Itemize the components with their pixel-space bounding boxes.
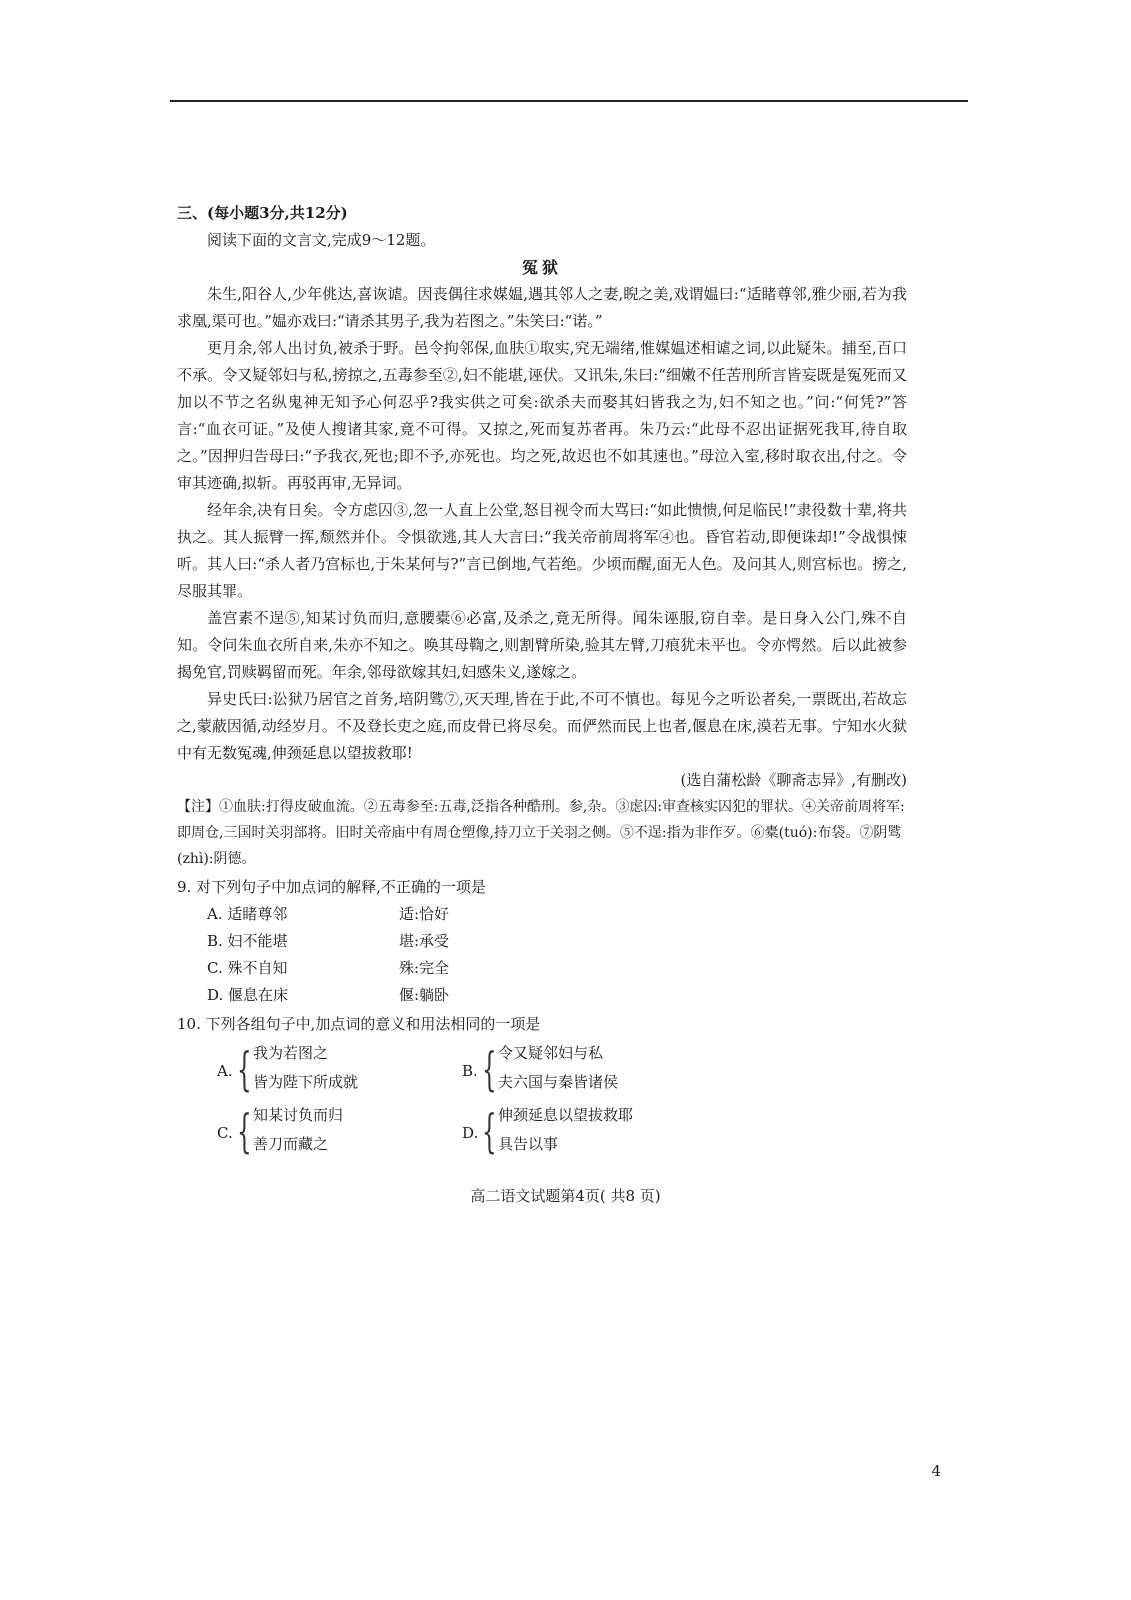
option-sentence: B. 妇不能堪 bbox=[207, 932, 288, 950]
question-9-option-c bbox=[177, 955, 907, 982]
page-number: 4 bbox=[931, 1462, 941, 1480]
option-label: D. bbox=[462, 1124, 479, 1142]
question-10-option-d bbox=[462, 1102, 762, 1164]
option-gloss: 堪:承受 bbox=[399, 932, 450, 950]
left-brace-icon: { bbox=[237, 1104, 252, 1158]
question-10-options bbox=[177, 1040, 907, 1168]
passage-paragraph-4: 盖宫素不逞⑤,知某讨负而归,意腰橐⑥必富,及杀之,竟无所得。闻朱诬服,窃自幸。是日身入公门,殊不自知。令问朱血衣所自来,朱亦不知之。唤其母鞫之,则割臂所染,验其左臂,刀痕犹未平也。令亦愕然。后以此被参揭免官,罚赎羁留而死。年余,邻母欲嫁其妇,妇感朱义,遂嫁之。 bbox=[177, 609, 907, 681]
question-10-stem: 10. 下列各组句子中,加点词的意义和用法相同的一项是 bbox=[177, 1015, 541, 1033]
passage-source: (选自蒲松龄《聊斋志异》,有删改) bbox=[680, 771, 907, 789]
footnotes: 【注】①血肤:打得皮破血流。②五毒参至:五毒,泛指各种酷刑。参,杂。③虑囚:审查核实囚犯的罪状。④关帝前周将军:即周仓,三国时关羽部将。旧时关帝庙中有周仓塑像,持刀立于关羽之侧。⑤不逞:指为非作歹。⑥橐(tuó):布袋。⑦阴骘(zhì):阴德。 bbox=[177, 799, 905, 867]
passage-paragraph-2: 更月余,邻人出讨负,被杀于野。邑令拘邻保,血肤①取实,究无端绪,惟媒媪述相谑之词,以此疑朱。捕至,百口不承。令又疑邻妇与私,搒掠之,五毒参至②,妇不能堪,诬伏。又讯朱,朱曰:“细嫩不任苦刑所言皆妄既是冤死而又加以不节之名纵鬼神无知予心何忍乎?我实供之可矣:欲杀夫而娶其妇皆我之为,妇不知之也。”问:“何凭?”答言:“血衣可证。”及使人搜诸其家,竟不可得。又掠之,死而复苏者再。朱乃云:“此母不忍出证据死我耳,待自取之。”因押归告母曰:“予我衣,死也;即不予,亦死也。均之死,故迟也不如其速也。”母泣入室,移时取衣出,付之。令审其迹确,拟斩。再驳再审,无异词。 bbox=[177, 339, 907, 492]
option-line-2: 具告以事 bbox=[498, 1135, 559, 1153]
option-line-1: 令又疑邻妇与私 bbox=[498, 1044, 604, 1062]
option-sentence: D. 偃息在床 bbox=[207, 986, 289, 1004]
option-label: A. bbox=[217, 1062, 233, 1080]
passage-paragraph-3: 经年余,决有日矣。令方虑囚③,忽一人直上公堂,怒目视令而大骂曰:“如此愦愦,何足临民!”隶役数十辈,将共执之。其人振臂一挥,颓然并仆。令惧欲逃,其人大言曰:“我关帝前周将军④也。昏官若动,即便诛却!”令战惧悚听。其人曰:“杀人者乃宫标也,于朱某何与?”言已倒地,气若绝。少顷而醒,面无人色。及问其人,则宫标也。搒之,尽服其罪。 bbox=[177, 501, 907, 600]
option-line-2: 夫六国与秦皆诸侯 bbox=[498, 1073, 619, 1091]
option-gloss: 偃:躺卧 bbox=[399, 986, 450, 1004]
question-10-option-b bbox=[462, 1040, 762, 1102]
passage-paragraph-1: 朱生,阳谷人,少年佻达,喜诙谑。因丧偶往求媒媪,遇其邻人之妻,睨之美,戏谓媪曰:“适睹尊邻,雅少丽,若为我求凰,渠可也。”媪亦戏曰:“请杀其男子,我为若图之。”朱笑曰:“诺。” bbox=[177, 285, 907, 330]
option-label: C. bbox=[217, 1124, 233, 1142]
option-sentence: A. 适睹尊邻 bbox=[207, 905, 288, 923]
passage-paragraph-5: 异史氏曰:讼狱乃居官之首务,培阴骘⑦,灭天理,皆在于此,不可不慎也。每见今之听讼者矣,一票既出,若故忘之,蒙蔽因循,动经岁月。不及登长吏之庭,而皮骨已将尽矣。而俨然而民上也者,偃息在床,漠若无事。宁知水火狱中有无数冤魂,伸颈延息以望拔救耶! bbox=[177, 690, 907, 762]
header-rule bbox=[170, 100, 968, 102]
option-label: B. bbox=[462, 1062, 478, 1080]
question-9-option-a bbox=[177, 901, 907, 928]
option-line-1: 伸颈延息以望拔救耶 bbox=[498, 1106, 634, 1124]
page-footer: 高二语文试题第4页( 共8 页) bbox=[470, 1187, 661, 1205]
section-title: 三、(每小题3分,共12分) bbox=[177, 204, 348, 222]
option-sentence: C. 殊不自知 bbox=[207, 959, 288, 977]
left-brace-icon: { bbox=[482, 1104, 497, 1158]
left-brace-icon: { bbox=[237, 1042, 252, 1096]
option-line-2: 皆为陛下所成就 bbox=[253, 1073, 359, 1091]
passage-title: 冤狱 bbox=[521, 258, 562, 277]
exam-page bbox=[177, 200, 907, 1168]
option-line-1: 知某讨负而归 bbox=[253, 1106, 344, 1124]
option-gloss: 适:恰好 bbox=[399, 905, 450, 923]
left-brace-icon: { bbox=[482, 1042, 497, 1096]
question-9-option-d bbox=[177, 982, 907, 1009]
section-instruction: 阅读下面的文言文,完成9～12题。 bbox=[207, 231, 436, 249]
option-line-1: 我为若图之 bbox=[253, 1044, 329, 1062]
question-9-stem: 9. 对下列句子中加点词的解释,不正确的一项是 bbox=[177, 878, 486, 896]
question-9-option-b bbox=[177, 928, 907, 955]
option-gloss: 殊:完全 bbox=[399, 959, 450, 977]
option-line-2: 善刀而藏之 bbox=[253, 1135, 329, 1153]
